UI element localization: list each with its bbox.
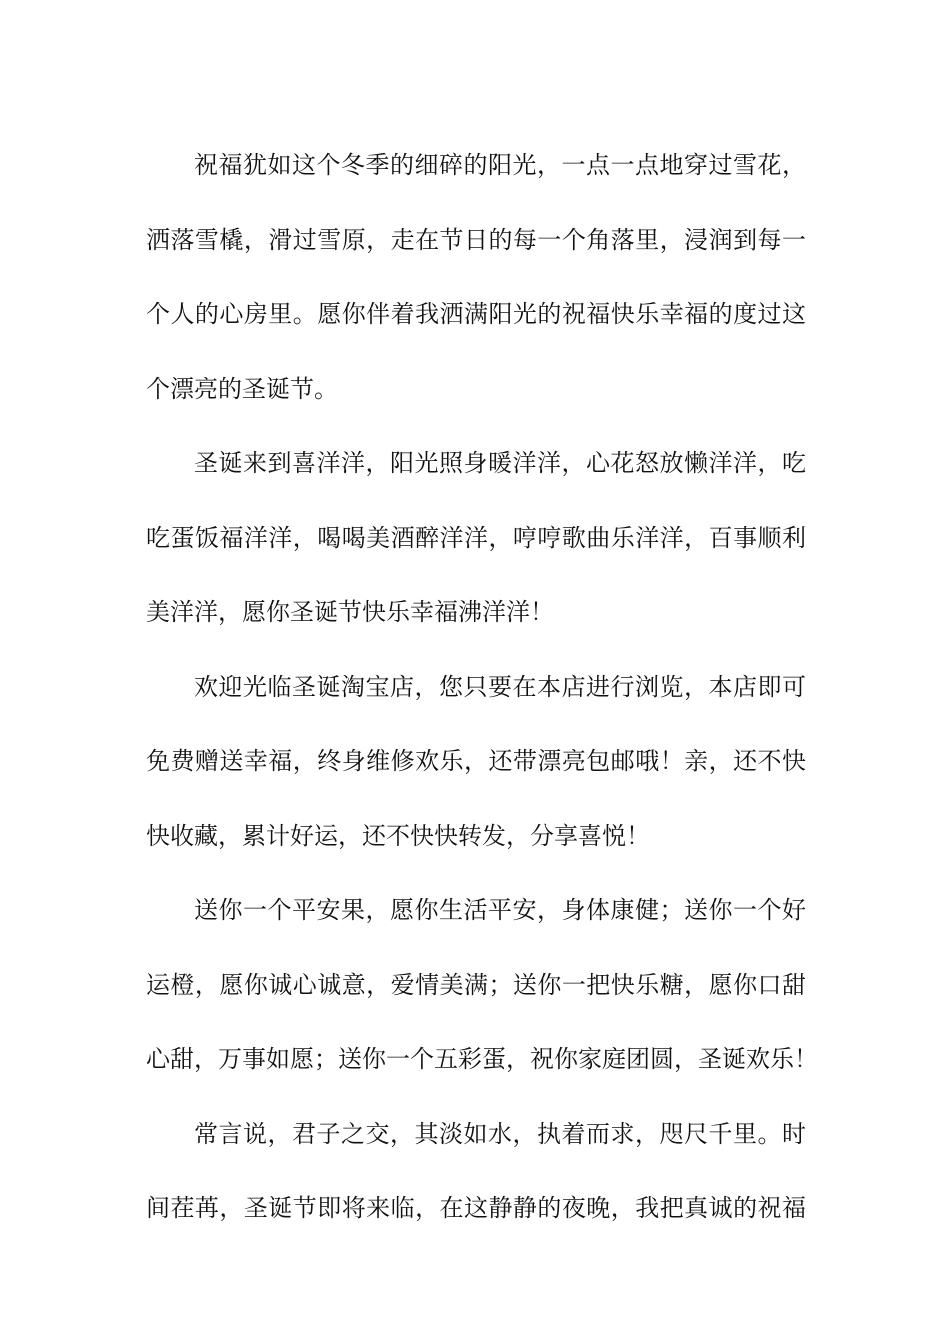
text-line: 快收藏，累计好运，还不快快转发，分享喜悦！ <box>146 821 650 850</box>
paragraph-4 <box>146 873 818 1097</box>
text-line: 洒落雪橇，滑过雪原，走在节日的每一个角落里，浸润到每一 <box>146 225 806 254</box>
paragraph-5 <box>146 1097 806 1246</box>
text-line: 美洋洋，愿你圣诞节快乐幸福沸洋洋！ <box>146 598 554 626</box>
text-line: 祝福犹如这个冬季的细碎的阳光，一点一点地穿过雪花， <box>194 151 806 179</box>
paragraph-2 <box>146 426 806 650</box>
text-line: 间茬苒，圣诞节即将来临，在这静静的夜晚，我把真诚的祝福 <box>146 1194 806 1222</box>
text-line: 吃蛋饭福洋洋，喝喝美酒醉洋洋，哼哼歌曲乐洋洋，百事顺利 <box>146 523 806 552</box>
text-line: 常言说，君子之交，其淡如水，执着而求，咫尺千里。时 <box>194 1119 806 1148</box>
text-line: 欢迎光临圣诞淘宝店，您只要在本店进行浏览，本店即可 <box>194 672 806 701</box>
document-body <box>146 128 818 1246</box>
text-line: 心甜，万事如愿；送你一个五彩蛋，祝你家庭团圆，圣诞欢乐！ <box>146 1045 818 1073</box>
text-line: 运橙，愿你诚心诚意，爱情美满；送你一把快乐糖，愿你口甜 <box>146 970 806 999</box>
text-line: 免费赠送幸福，终身维修欢乐，还带漂亮包邮哦！亲，还不快 <box>146 747 806 775</box>
text-line: 送你一个平安果，愿你生活平安，身体康健；送你一个好 <box>194 896 806 924</box>
text-line: 圣诞来到喜洋洋，阳光照身暖洋洋，心花怒放懒洋洋，吃 <box>194 449 806 477</box>
text-line: 个漂亮的圣诞节。 <box>146 374 338 403</box>
text-line: 个人的心房里。愿你伴着我洒满阳光的祝福快乐幸福的度过这 <box>146 300 806 328</box>
paragraph-3 <box>146 650 806 874</box>
paragraph-1 <box>146 128 806 426</box>
